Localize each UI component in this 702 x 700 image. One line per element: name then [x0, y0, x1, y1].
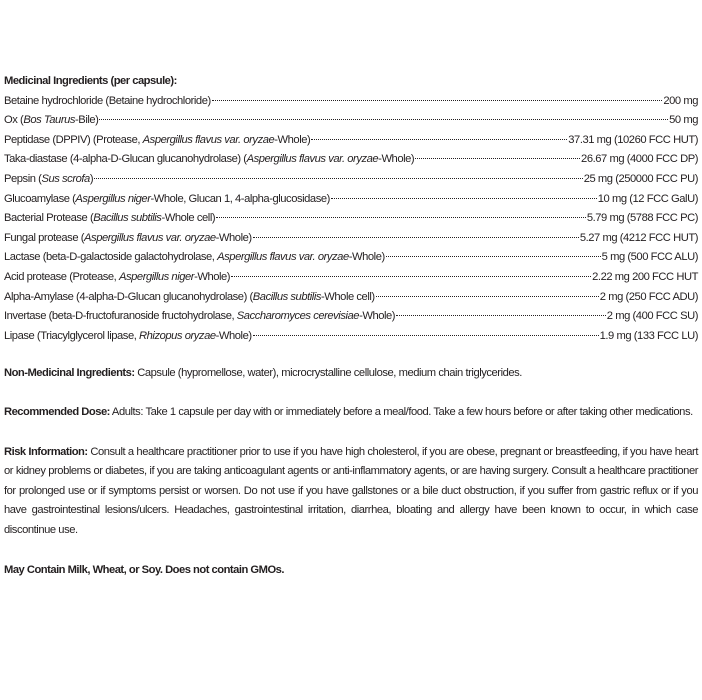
ingredient-name-italic: Aspergillus niger: [119, 270, 195, 283]
ingredient-name-part: ): [89, 172, 94, 185]
ingredient-amount: 37.31 mg (10260 FCC HUT): [568, 133, 698, 146]
ingredient-amount: 5.79 mg (5788 FCC PC): [586, 212, 698, 225]
ingredient-name: [4, 131, 310, 151]
ingredient-name: [4, 248, 385, 268]
ingredient-row: [4, 190, 698, 210]
dot-leader: [231, 276, 591, 277]
ingredient-name-part: Invertase (beta-D-fructofuranoside fructohydrolase,: [4, 310, 237, 323]
ingredient-row: [4, 111, 698, 131]
medicinal-ingredients-heading: Medicinal Ingredients (per capsule):: [4, 75, 177, 87]
ingredient-name-part: Peptidase (DPPIV) (Protease,: [4, 133, 143, 146]
medicinal-ingredients-list: [4, 92, 698, 347]
ingredient-row: [4, 170, 698, 190]
ingredient-amount: 1.9 mg (133 FCC LU): [599, 329, 698, 342]
ingredient-amount: 2 mg (250 FCC ADU): [599, 290, 698, 303]
ingredient-name: [4, 92, 211, 112]
ingredient-row: [4, 229, 698, 249]
ingredient-row: [4, 327, 698, 347]
non-medicinal-label: Non-Medicinal Ingredients:: [4, 367, 135, 380]
ingredient-name-italic: Aspergillus flavus var. oryzae: [217, 251, 349, 264]
ingredient-row: [4, 248, 698, 268]
ingredient-name-part: Ox (: [4, 114, 24, 127]
ingredient-row: [4, 209, 698, 229]
ingredient-name-italic: Saccharomyces cerevisiae: [236, 310, 360, 323]
ingredient-name: [4, 307, 395, 327]
non-medicinal-text: Capsule (hypromellose, water), microcrystalline cellulose, medium chain triglycerides.: [134, 367, 522, 380]
ingredient-row: [4, 288, 698, 308]
ingredient-name: [4, 170, 93, 190]
ingredient-name-part: -Whole): [378, 153, 415, 166]
ingredient-name: [4, 229, 252, 249]
ingredient-row: [4, 268, 698, 288]
ingredient-amount: 5 mg (500 FCC ALU): [601, 251, 698, 264]
dot-leader: [396, 315, 606, 316]
ingredient-amount: 50 mg: [669, 114, 698, 127]
risk-information-text: Consult a healthcare practitioner prior to use if you have high cholesterol, if you are obese, pregnant or breastfeeding, if you have heart or kidney problems or diabetes, if you are taking anticoagulant agents or anti-inflammatory agents, or are having surgery. Consult a healthcare practitioner for prolonged use or if symptoms persist or worsen. Do not use if you have gallstones or a bile duct obstruction, if you suffer from gastric reflux or if you have gastrointestinal lesions/ulcers. Headaches, gastrointestinal irritation, diarrhea, bloating and allergy have been known to occur, in which case discontinue use.: [4, 445, 698, 536]
ingredient-name: [4, 209, 215, 229]
ingredient-name: [4, 111, 98, 131]
recommended-dose-label: Recommended Dose:: [4, 405, 110, 418]
dot-leader: [94, 178, 583, 179]
ingredient-amount: 5.27 mg (4212 FCC HUT): [579, 231, 698, 244]
ingredient-name-part: Taka-diastase (4-alpha-D-Glucan glucanohydrolase) (: [4, 153, 247, 166]
non-medicinal-ingredients: [4, 364, 698, 384]
ingredient-amount: 26.67 mg (4000 FCC DP): [581, 153, 698, 166]
ingredient-name-part: -Bile): [75, 114, 99, 127]
dot-leader: [212, 100, 663, 101]
dot-leader: [415, 158, 580, 159]
dot-leader: [216, 217, 586, 218]
ingredient-name-italic: Rhizopus oryzae: [139, 329, 216, 342]
ingredient-name: [4, 268, 230, 288]
recommended-dose-text: Adults: Take 1 capsule per day with or immediately before a meal/food. Take a few hours before or after taking other medications.: [109, 405, 693, 418]
allergen-statement: May Contain Milk, Wheat, or Soy. Does not contain GMOs.: [4, 564, 284, 577]
ingredient-name-italic: Sus scrofa: [41, 172, 90, 185]
ingredient-row: [4, 131, 698, 151]
dot-leader: [99, 119, 668, 120]
ingredient-name-part: -Whole): [348, 251, 385, 264]
ingredient-name-italic: Aspergillus flavus var. oryzae: [246, 153, 379, 166]
ingredient-name-part: Acid protease (Protease,: [4, 270, 119, 283]
dot-leader: [253, 237, 579, 238]
ingredient-name-italic: Bos Taurus: [23, 114, 76, 127]
recommended-dose: [4, 403, 698, 423]
ingredient-name-part: Lactase (beta-D-galactoside galactohydrolase,: [4, 251, 218, 264]
ingredient-name: [4, 288, 375, 308]
ingredient-name-part: -Whole): [274, 133, 311, 146]
product-label-document: [4, 72, 698, 581]
ingredient-name-part: -Whole cell): [161, 212, 216, 225]
ingredient-amount: 25 mg (250000 FCC PU): [583, 172, 698, 185]
ingredient-amount: 2.22 mg 200 FCC HUT: [592, 270, 698, 283]
ingredient-name: [4, 327, 252, 347]
ingredient-amount: 10 mg (12 FCC GalU): [597, 192, 698, 205]
ingredient-name-part: Fungal protease (: [4, 231, 85, 244]
ingredient-name-part: Lipase (Triacylglycerol lipase,: [4, 329, 140, 342]
ingredient-name-part: -Whole): [194, 270, 231, 283]
ingredient-name-part: -Whole): [215, 231, 252, 244]
ingredient-name-part: Glucoamylase (: [4, 192, 76, 205]
ingredient-name-italic: Aspergillus flavus var. oryzae: [142, 133, 275, 146]
risk-information: [4, 443, 698, 541]
ingredient-name-italic: Aspergillus flavus var. oryzae: [84, 231, 216, 244]
ingredient-name-part: -Whole): [215, 329, 252, 342]
ingredient-name-part: Pepsin (: [4, 172, 42, 185]
ingredient-name-italic: Bacillus subtilis: [93, 212, 162, 225]
risk-information-label: Risk Information:: [4, 445, 88, 458]
ingredient-name-part: Bacterial Protease (: [4, 212, 94, 225]
dot-leader: [386, 256, 601, 257]
ingredient-name-part: -Whole cell): [321, 290, 375, 303]
ingredient-name-part: -Whole): [359, 310, 396, 323]
ingredient-name: [4, 150, 414, 170]
ingredient-amount: 200 mg: [663, 94, 698, 107]
ingredient-row: [4, 150, 698, 170]
dot-leader: [311, 139, 567, 140]
ingredient-name-part: -Whole, Glucan 1, 4-alpha-glucosidase): [150, 192, 330, 205]
dot-leader: [376, 296, 599, 297]
ingredient-row: [4, 92, 698, 112]
ingredient-name-italic: Aspergillus niger: [75, 192, 151, 205]
dot-leader: [253, 335, 599, 336]
ingredient-amount: 2 mg (400 FCC SU): [606, 310, 698, 323]
ingredient-name: [4, 190, 330, 210]
ingredient-name-part: Alpha-Amylase (4-alpha-D-Glucan glucanohydrolase) (: [4, 290, 253, 303]
dot-leader: [331, 198, 597, 199]
ingredient-name-italic: Bacillus subtilis: [252, 290, 322, 303]
ingredient-row: [4, 307, 698, 327]
ingredient-name-part: Betaine hydrochloride (Betaine hydrochloride): [4, 94, 211, 107]
